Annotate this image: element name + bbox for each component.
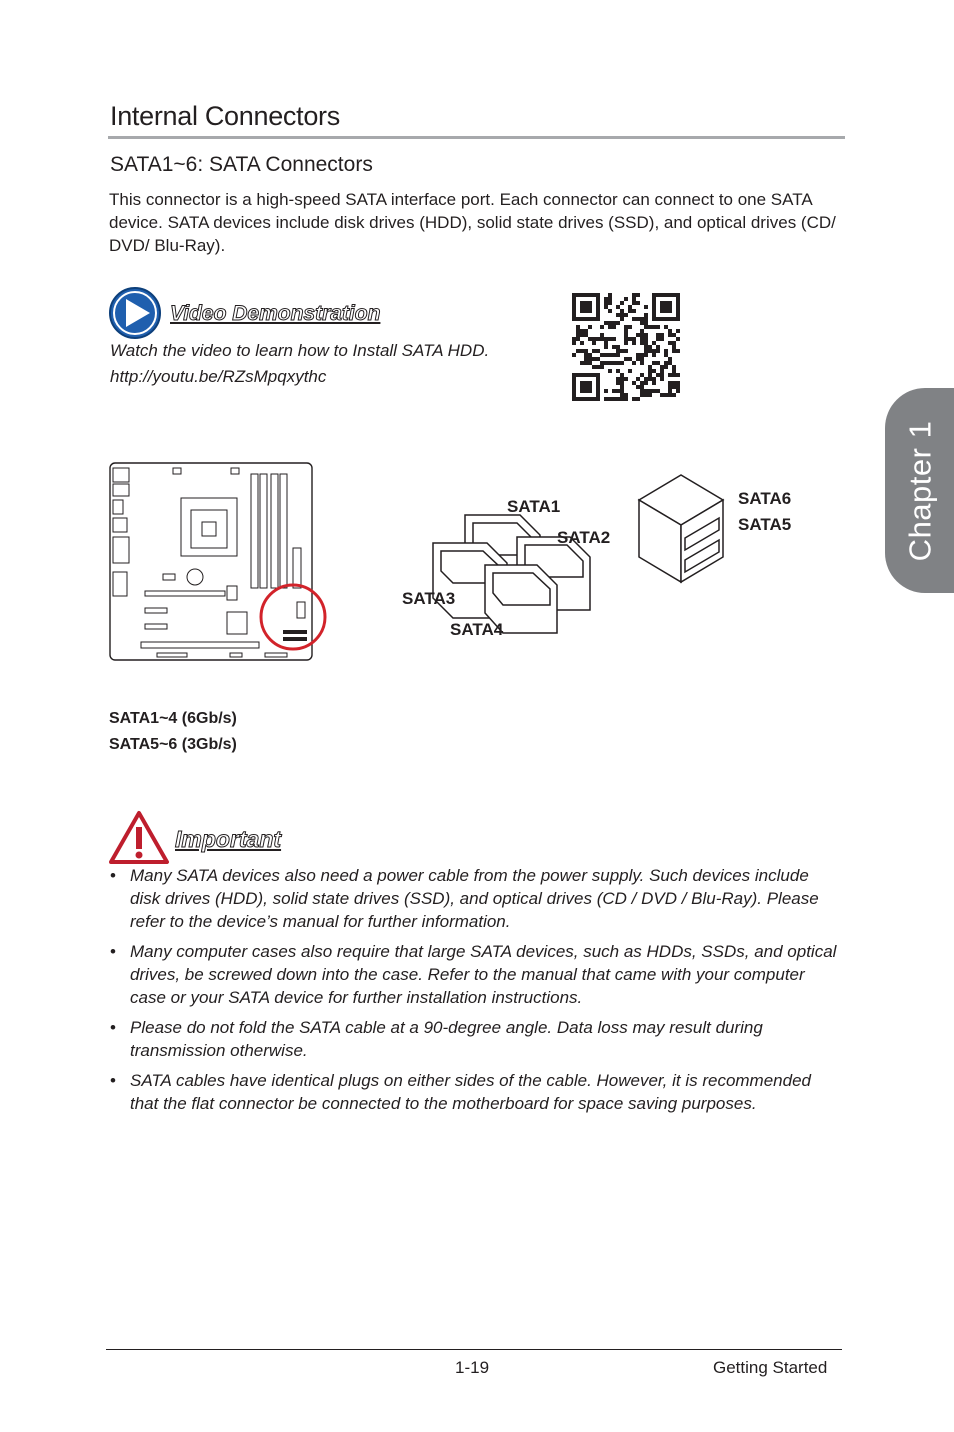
motherboard-diagram <box>105 460 330 665</box>
sata5-label: SATA5 <box>738 515 792 534</box>
sata3-label: SATA3 <box>402 589 456 608</box>
sata1-label: SATA1 <box>507 497 561 516</box>
chapter-tab-label: Chapter 1 <box>902 420 938 561</box>
list-item: • SATA cables have identical plugs on either sides of the cable. However, it is recommended that the flat connector be connected to the motherboard for space saving purposes. <box>110 1071 811 1113</box>
sata4-label: SATA4 <box>450 620 504 639</box>
footer-rule <box>106 1349 842 1350</box>
speed-note-6gbs: SATA1~4 (6Gb/s) <box>109 710 237 727</box>
intro-paragraph: This connector is a high-speed SATA interface port. Each connector can connect to one SATA device. SATA devices include disk drives (HDD), solid state drives (SSD), and optical drives (CD/ DVD/ Blu-Ray). <box>109 190 836 255</box>
video-url[interactable]: http://youtu.be/RZsMpqxythc <box>110 367 327 386</box>
speed-note-3gbs: SATA5~6 (3Gb/s) <box>109 736 237 753</box>
list-item: • Many SATA devices also need a power cable from the power supply. Such devices include disk drives (HDD), solid state drives (SSD), and optical drives (CD / DVD / Blu-Ray). Please refer to the device’s manual for further information. <box>110 866 819 931</box>
warning-icon <box>108 810 170 866</box>
video-instruction: Watch the video to learn how to Install SATA HDD. <box>110 341 490 360</box>
important-title: Important <box>175 826 282 852</box>
play-icon[interactable] <box>106 285 164 341</box>
sata2-label: SATA2 <box>557 528 611 547</box>
page-number: 1-19 <box>455 1358 490 1377</box>
section-title: Internal Connectors <box>110 101 340 131</box>
list-item: • Please do not fold the SATA cable at a 90-degree angle. Data loss may result during transmission otherwise. <box>110 1018 763 1060</box>
list-item: • Many computer cases also require that large SATA devices, such as HDDs, SSDs, and optical drives, be screwed down into the case. Refer to the manual that came with your computer case or your SATA device for further installation instructions. <box>110 942 837 1007</box>
footer-section-title: Getting Started <box>713 1358 828 1377</box>
sata-stack-diagram <box>425 505 595 635</box>
chapter-tab[interactable] <box>885 388 954 593</box>
subsection-title: SATA1~6: SATA Connectors <box>110 153 373 176</box>
section-title-rule <box>108 136 845 139</box>
qr-code-icon <box>572 293 680 401</box>
important-list <box>110 864 842 1122</box>
sata6-label: SATA6 <box>738 489 792 508</box>
sata5-6-diagram <box>635 470 727 588</box>
video-demo-title: Video Demonstration <box>170 302 381 325</box>
